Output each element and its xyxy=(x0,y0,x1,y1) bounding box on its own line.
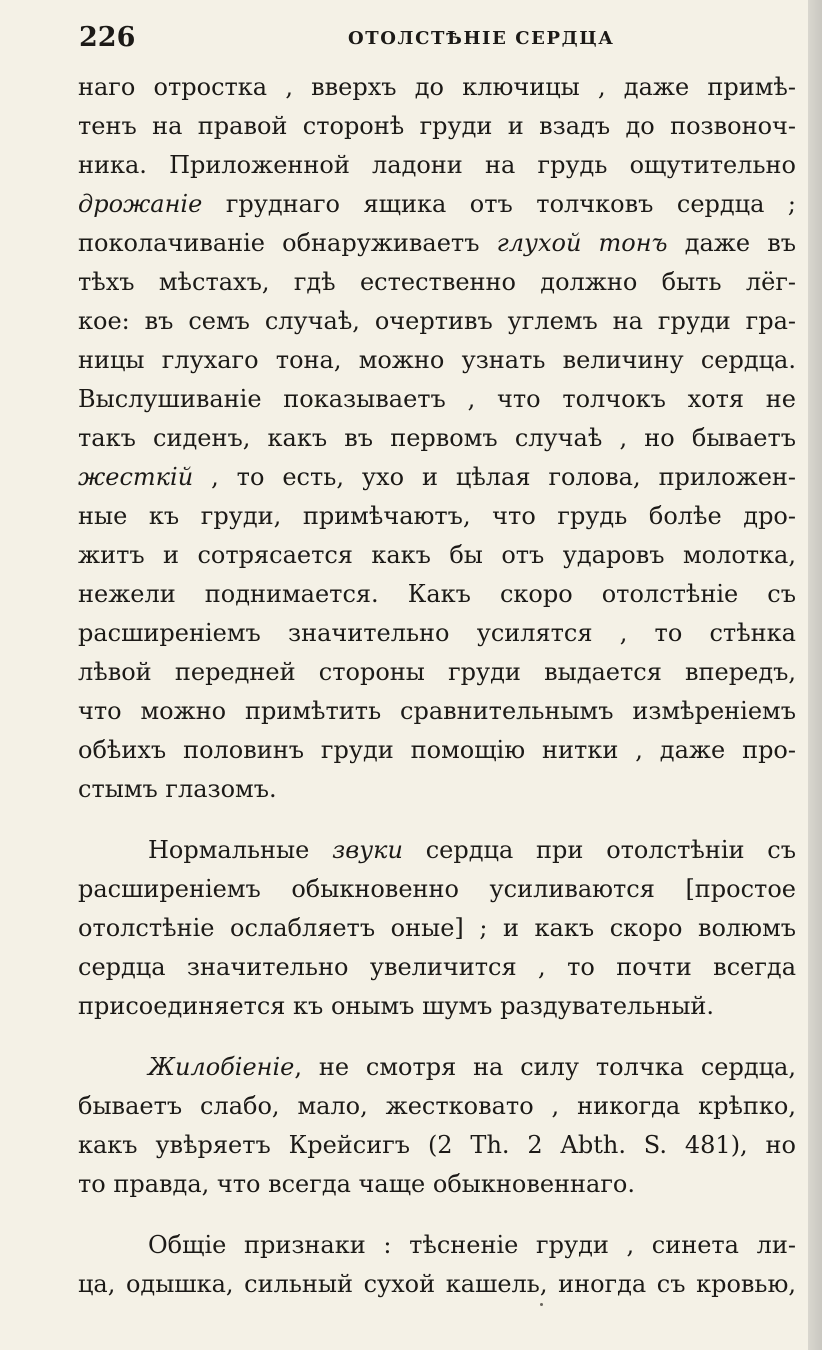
paragraph xyxy=(78,1226,808,1304)
paragraph-gap xyxy=(78,1204,808,1226)
body-text xyxy=(78,68,808,1304)
page-header xyxy=(79,22,778,58)
text-segment: , не смотря на силу толчка сердца, xyxy=(294,1053,796,1081)
emphasized-term: глухой тонъ xyxy=(496,229,668,257)
text-line: Выслушиваніе показываетъ , что толчокъ хотя не xyxy=(78,385,796,413)
emphasized-term: звуки xyxy=(332,836,403,864)
text-line xyxy=(78,185,796,224)
text-line: Общіе признаки : тѣсненіе груди , синета ли- xyxy=(148,1231,796,1259)
text-line: лѣвой передней стороны груди выдается впередъ, xyxy=(78,658,796,686)
text-line: кое: въ семъ случаѣ, очертивъ углемъ на груди гра- xyxy=(78,307,796,335)
text-line: бываетъ слабо, мало, жестковато , никогда крѣпко, xyxy=(78,1092,796,1120)
paragraph xyxy=(78,1048,808,1204)
text-segment: Нормальные xyxy=(148,836,333,864)
text-line xyxy=(78,224,796,263)
text-line: обѣихъ половинъ груди помощію нитки , даже про- xyxy=(78,736,796,764)
text-line: стымъ глазомъ. xyxy=(78,775,277,803)
emphasized-term: жесткій xyxy=(78,463,194,491)
text-line: наго отростка , вверхъ до ключицы , даже примѣ- xyxy=(78,73,796,101)
text-line: ные къ груди, примѣчаютъ, что грудь болѣе дро- xyxy=(78,502,796,530)
text-segment: даже въ xyxy=(667,229,796,257)
text-line: ницы глухаго тона, можно узнать величину сердца. xyxy=(78,346,796,374)
text-line: тенъ на правой сторонѣ груди и взадъ до позвоноч- xyxy=(78,112,796,140)
text-line: житъ и сотрясается какъ бы отъ ударовъ молотка, xyxy=(78,541,796,569)
text-segment: , то есть, ухо и цѣлая голова, приложен- xyxy=(193,463,796,491)
text-line: ника. Приложенной ладони на грудь ощутительно xyxy=(78,151,796,179)
text-line xyxy=(78,831,796,870)
emphasized-term: дрожаніе xyxy=(78,190,203,218)
text-line: тѣхъ мѣстахъ, гдѣ естественно должно быть лёг- xyxy=(78,268,796,296)
text-line: такъ сиденъ, какъ въ первомъ случаѣ , но бываетъ xyxy=(78,424,796,452)
text-line xyxy=(78,1048,796,1087)
text-segment: сердца при отолстѣніи съ xyxy=(402,836,796,864)
text-line: расширеніемъ обыкновенно усиливаются [простое xyxy=(78,875,796,903)
running-title: ОТОЛСТѢНІЕ СЕРДЦА xyxy=(348,28,615,49)
text-line: то правда, что всегда чаще обыкновеннаго. xyxy=(78,1170,635,1198)
paragraph-gap xyxy=(78,809,808,831)
text-line: присоединяется къ онымъ шумъ раздувательный. xyxy=(78,992,715,1020)
paragraph-gap xyxy=(78,1026,808,1048)
paragraph xyxy=(78,831,808,1026)
text-segment: поколачиваніе обнаруживаетъ xyxy=(78,229,497,257)
text-line: расширеніемъ значительно усилятся , то стѣнка xyxy=(78,619,796,647)
text-line: сердца значительно увеличится , то почти всегда xyxy=(78,953,796,981)
page-number: 226 xyxy=(79,22,136,53)
ink-speck xyxy=(540,1303,543,1306)
text-line: что можно примѣтить сравнительнымъ измѣреніемъ xyxy=(78,697,796,725)
text-line: какъ увѣряетъ Крейсигъ (2 Th. 2 Abth. S. 481), но xyxy=(78,1131,796,1159)
emphasized-term: Жилобіеніе xyxy=(148,1053,295,1081)
text-line: нежели поднимается. Какъ скоро отолстѣніе съ xyxy=(78,580,796,608)
text-line: ца, одышка, сильный сухой кашель, иногда съ кровью, xyxy=(78,1270,796,1298)
text-segment: груднаго ящика отъ толчковъ сердца ; xyxy=(202,190,796,218)
paragraph xyxy=(78,68,808,809)
page-edge xyxy=(808,0,822,1350)
text-line xyxy=(78,458,796,497)
text-line: отолстѣніе ослабляетъ оные] ; и какъ скоро волюмъ xyxy=(78,914,796,942)
